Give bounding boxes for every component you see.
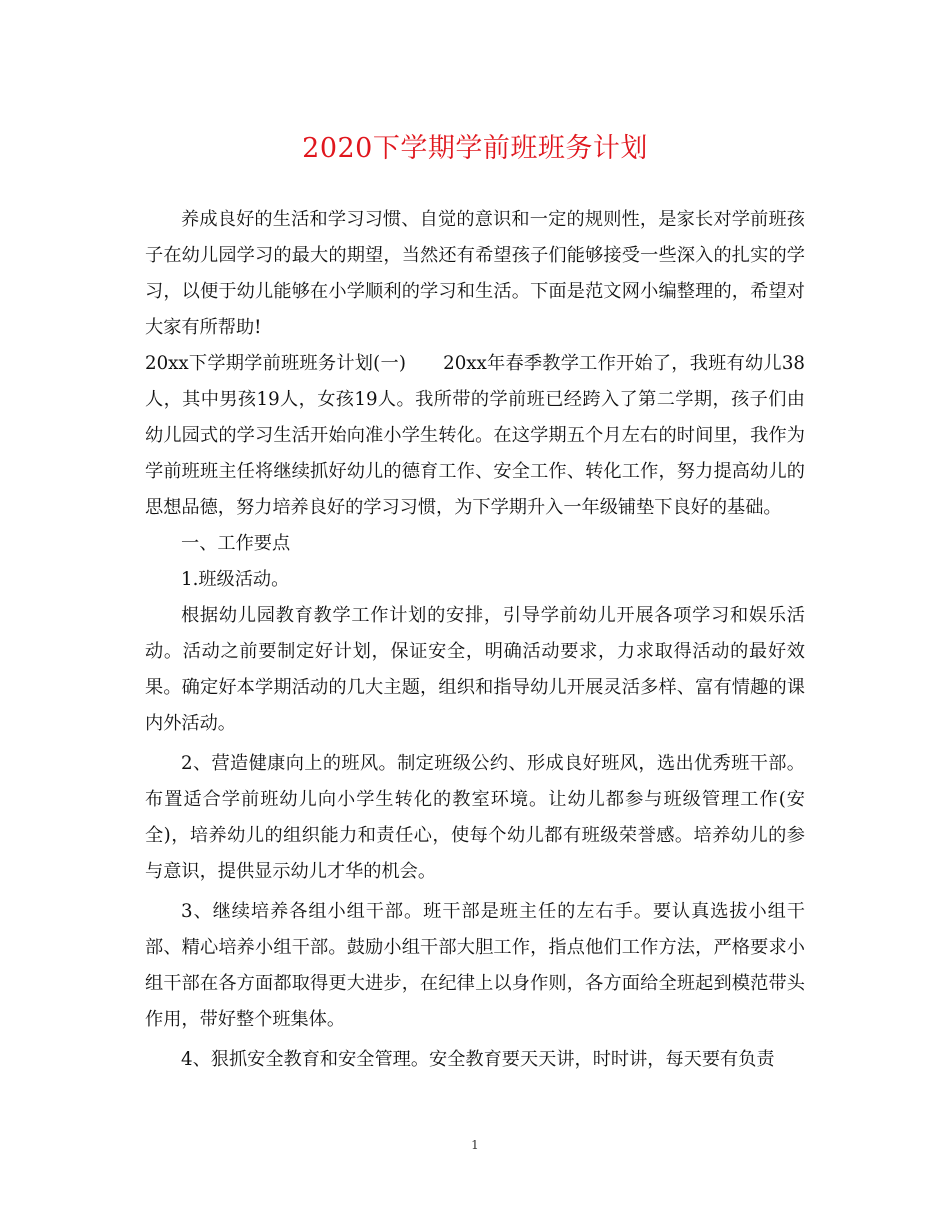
group-leaders-paragraph: 3、继续培养各组小组干部。班干部是班主任的左右手。要认真选拔小组干部、精心培养小组干部。鼓励小组干部大胆工作，指点他们工作方法，严格要求小组干部在各方面都取得更大进步，在纪律上以身作则，各方面给全班起到模范带头作用，带好整个班集体。 [145,901,805,1030]
section-heading: 一、工作要点 [181,533,291,554]
plan-overview-paragraph: 20xx下学期学前班班务计划(一) 20xx年春季教学工作开始了，我班有幼儿38人，其中男孩19人，女孩19人。我所带的学前班已经跨入了第二学期，孩子们由幼儿园式的学习生活开始向准小学生转化。在这学期五个月左右的时间里，我作为学前班班主任将继续抓好幼儿的德育工作、安全工作、转化工作，努力提高幼儿的思想品德，努力培养良好的学习习惯，为下学期升入一年级铺垫下良好的基础。 [145,353,805,518]
document-body [145,202,805,1078]
intro-paragraph: 养成良好的生活和学习习惯、自觉的意识和一定的规则性，是家长对学前班孩子在幼儿园学习的最大的期望，当然还有希望孩子们能够接受一些深入的扎实的学习，以便于幼儿能够在小学顺利的学习和生活。下面是范文网小编整理的，希望对大家有所帮助! [145,209,805,338]
subsection-heading: 1.班级活动。 [181,569,290,590]
safety-education-paragraph: 4、狠抓安全教育和安全管理。安全教育要天天讲，时时讲，每天要有负责 [181,1049,775,1070]
class-style-paragraph: 2、营造健康向上的班风。制定班级公约、形成良好班风，选出优秀班干部。布置适合学前班幼儿向小学生转化的教室环境。让幼儿都参与班级管理工作(安全)，培养幼儿的组织能力和责任心，使每个幼儿都有班级荣誉感。培养幼儿的参与意识，提供显示幼儿才华的机会。 [145,753,805,882]
document-title: 2020下学期学前班班务计划 [302,133,648,164]
page-number: 1 [471,1138,479,1152]
class-activities-paragraph: 根据幼儿园教育教学工作计划的安排，引导学前幼儿开展各项学习和娱乐活动。活动之前要制定好计划，保证安全，明确活动要求，力求取得活动的最好效果。确定好本学期活动的几大主题，组织和指导幼儿开展灵活多样、富有情趣的课内外活动。 [145,605,805,734]
